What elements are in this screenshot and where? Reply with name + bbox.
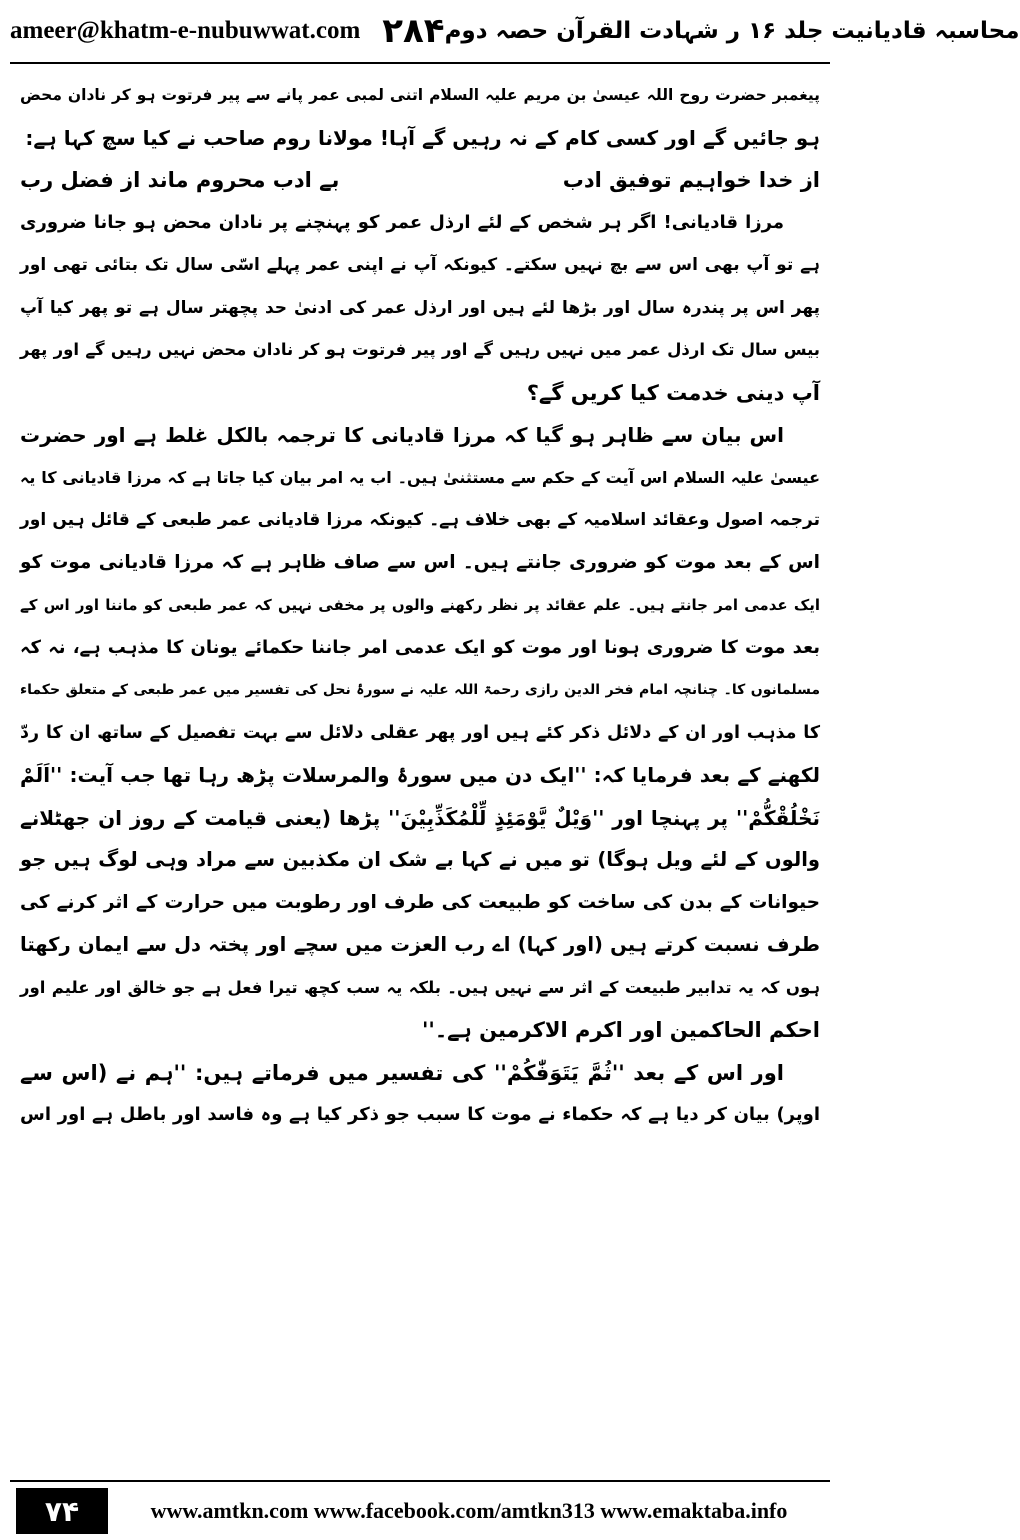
text-line: حیوانات کے بدن کی ساخت کو طبیعت کی طرف اور رطوبت میں حرارت کے اثر کرنے کی [20, 891, 820, 913]
header-email: ameer@khatm-e-nubuwwat.com [10, 17, 361, 44]
text-line: اوپر) بیان کر دیا ہے کہ حکماء نے موت کا سبب جو ذکر کیا ہے وہ فاسد اور باطل ہے اور اس [20, 1104, 820, 1125]
text-line: ترجمہ اصول وعقائد اسلامیہ کے بھی خلاف ہے۔ کیونکہ مرزا قادیانی عمر طبعی کے قائل ہیں اور [20, 510, 820, 530]
text-line: اس بیان سے ظاہر ہو گیا کہ مرزا قادیانی کا ترجمہ بالکل غلط ہے اور حضرت [20, 423, 784, 447]
header-book-title: محاسبہ قادیانیت جلد ۱۶ ر شہادت القرآن حصہ دوم [444, 18, 1020, 44]
header-page-number: ۲۸۴ [382, 11, 445, 51]
poem-couplet [20, 159, 820, 202]
text-line: ایک عدمی امر جانتے ہیں۔ علم عقائد پر نظر رکھنے والوں پر مخفی نہیں کہ عمر طبعی کو ماننا اور اس کے [20, 596, 820, 614]
poem-first-hemistich: از خدا خواہیم توفیق ادب [562, 168, 820, 192]
text-line: نَخْلُقْکُّمْ'' پر پہنچا اور ''وَیْلٌ یَّوْمَئِذٍ لِّلْمُکَذِّبِیْنَ'' پڑھا (یعنی قیامت کے روز ان جھٹلانے [20, 805, 820, 830]
text-line: بیس سال تک ارذل عمر میں نہیں رہیں گے اور پیر فرتوت ہو کر نادان محض نہیں رہیں گے اور پھر [20, 340, 820, 359]
text-line: طرف نسبت کرتے ہیں (اور کہا) اے رب العزت میں سچے اور پختہ دل سے ایمان رکھتا [20, 933, 820, 956]
text-line: لکھنے کے بعد فرمایا کہ: ''ایک دن میں سورۂ والمرسلات پڑھ رہا تھا جب آیت: ''اَلَمْ [20, 763, 820, 787]
text-line: آپ دینی خدمت کیا کریں گے؟ [526, 380, 820, 405]
text-line: عیسیٰ علیہ السلام اس آیت کے حکم سے مستثنیٰ ہیں۔ اب یہ امر بیان کیا جاتا ہے کہ مرزا قادیانی کا یہ [20, 467, 820, 487]
text-line: والوں کے لئے ویل ہوگا) تو میں نے کہا بے شک ان مکذبین سے مراد وہی لوگ ہیں جو [20, 848, 820, 871]
text-line: اس کے بعد موت کو ضروری جانتے ہیں۔ اس سے صاف ظاہر ہے کہ مرزا قادیانی موت کو [20, 551, 820, 573]
text-line: مسلمانوں کا۔ چنانچہ امام فخر الدین رازی رحمۃ اللہ علیہ نے سورۂ نحل کی تفسیر میں عمر طبعی کے متعلق حکماء [20, 682, 820, 698]
text-line: ہوں کہ یہ تدابیر طبیعت کے اثر سے نہیں ہیں۔ بلکہ یہ سب کچھ تیرا فعل ہے جو خالق اور علیم اور [20, 977, 820, 997]
text-line: پیغمبر حضرت روح اللہ عیسیٰ بن مریم علیہ السلام اتنی لمبی عمر پانے سے پیر فرتوت ہو کر نادان محض [20, 86, 820, 104]
page-body [20, 74, 820, 1458]
poem-second-hemistich: بے ادب محروم ماند از فضل رب [20, 168, 340, 192]
text-line: ہو جائیں گے اور کسی کام کے نہ رہیں گے آہا! مولانا روم صاحب نے کیا سچ کہا ہے: [25, 125, 820, 150]
text-line: ہے تو آپ بھی اس سے بچ نہیں سکتے۔ کیونکہ آپ نے اپنی عمر پہلے اسّی سال تک بتائی تھی اور [20, 255, 820, 275]
footer-website-links: www.amtkn.com www.facebook.com/amtkn313 www.emaktaba.info [150, 1498, 788, 1523]
page-header [10, 0, 1020, 64]
page-footer [10, 1480, 830, 1540]
text-line: پھر اس پر پندرہ سال اور بڑھا لئے ہیں اور ارذل عمر کی ادنیٰ حد پچھتر سال ہے تو پھر کیا آپ [20, 297, 820, 318]
text-line: اور اس کے بعد ''ثُمَّ یَتَوَفّٰکُمْ'' کی تفسیر میں فرماتے ہیں: ''ہم نے (اس سے [20, 1060, 784, 1085]
text-line: مرزا قادیانی! اگر ہر شخص کے لئے ارذل عمر کو پہنچنے پر نادان محض ہو جانا ضروری [20, 211, 784, 233]
footer-page-number: ۷۴ [16, 1488, 108, 1534]
text-line: احکم الحاکمین اور اکرم الاکرمین ہے۔'' [422, 1018, 820, 1042]
text-line: کا مذہب اور ان کے دلائل ذکر کئے ہیں اور پھر عقلی دلائل سے بہت تفصیل کے ساتھ ان کا ردّ [20, 722, 820, 743]
text-line: بعد موت کا ضروری ہونا اور موت کو ایک عدمی امر جاننا حکمائے یونان کا مذہب ہے، نہ کہ [20, 636, 820, 658]
